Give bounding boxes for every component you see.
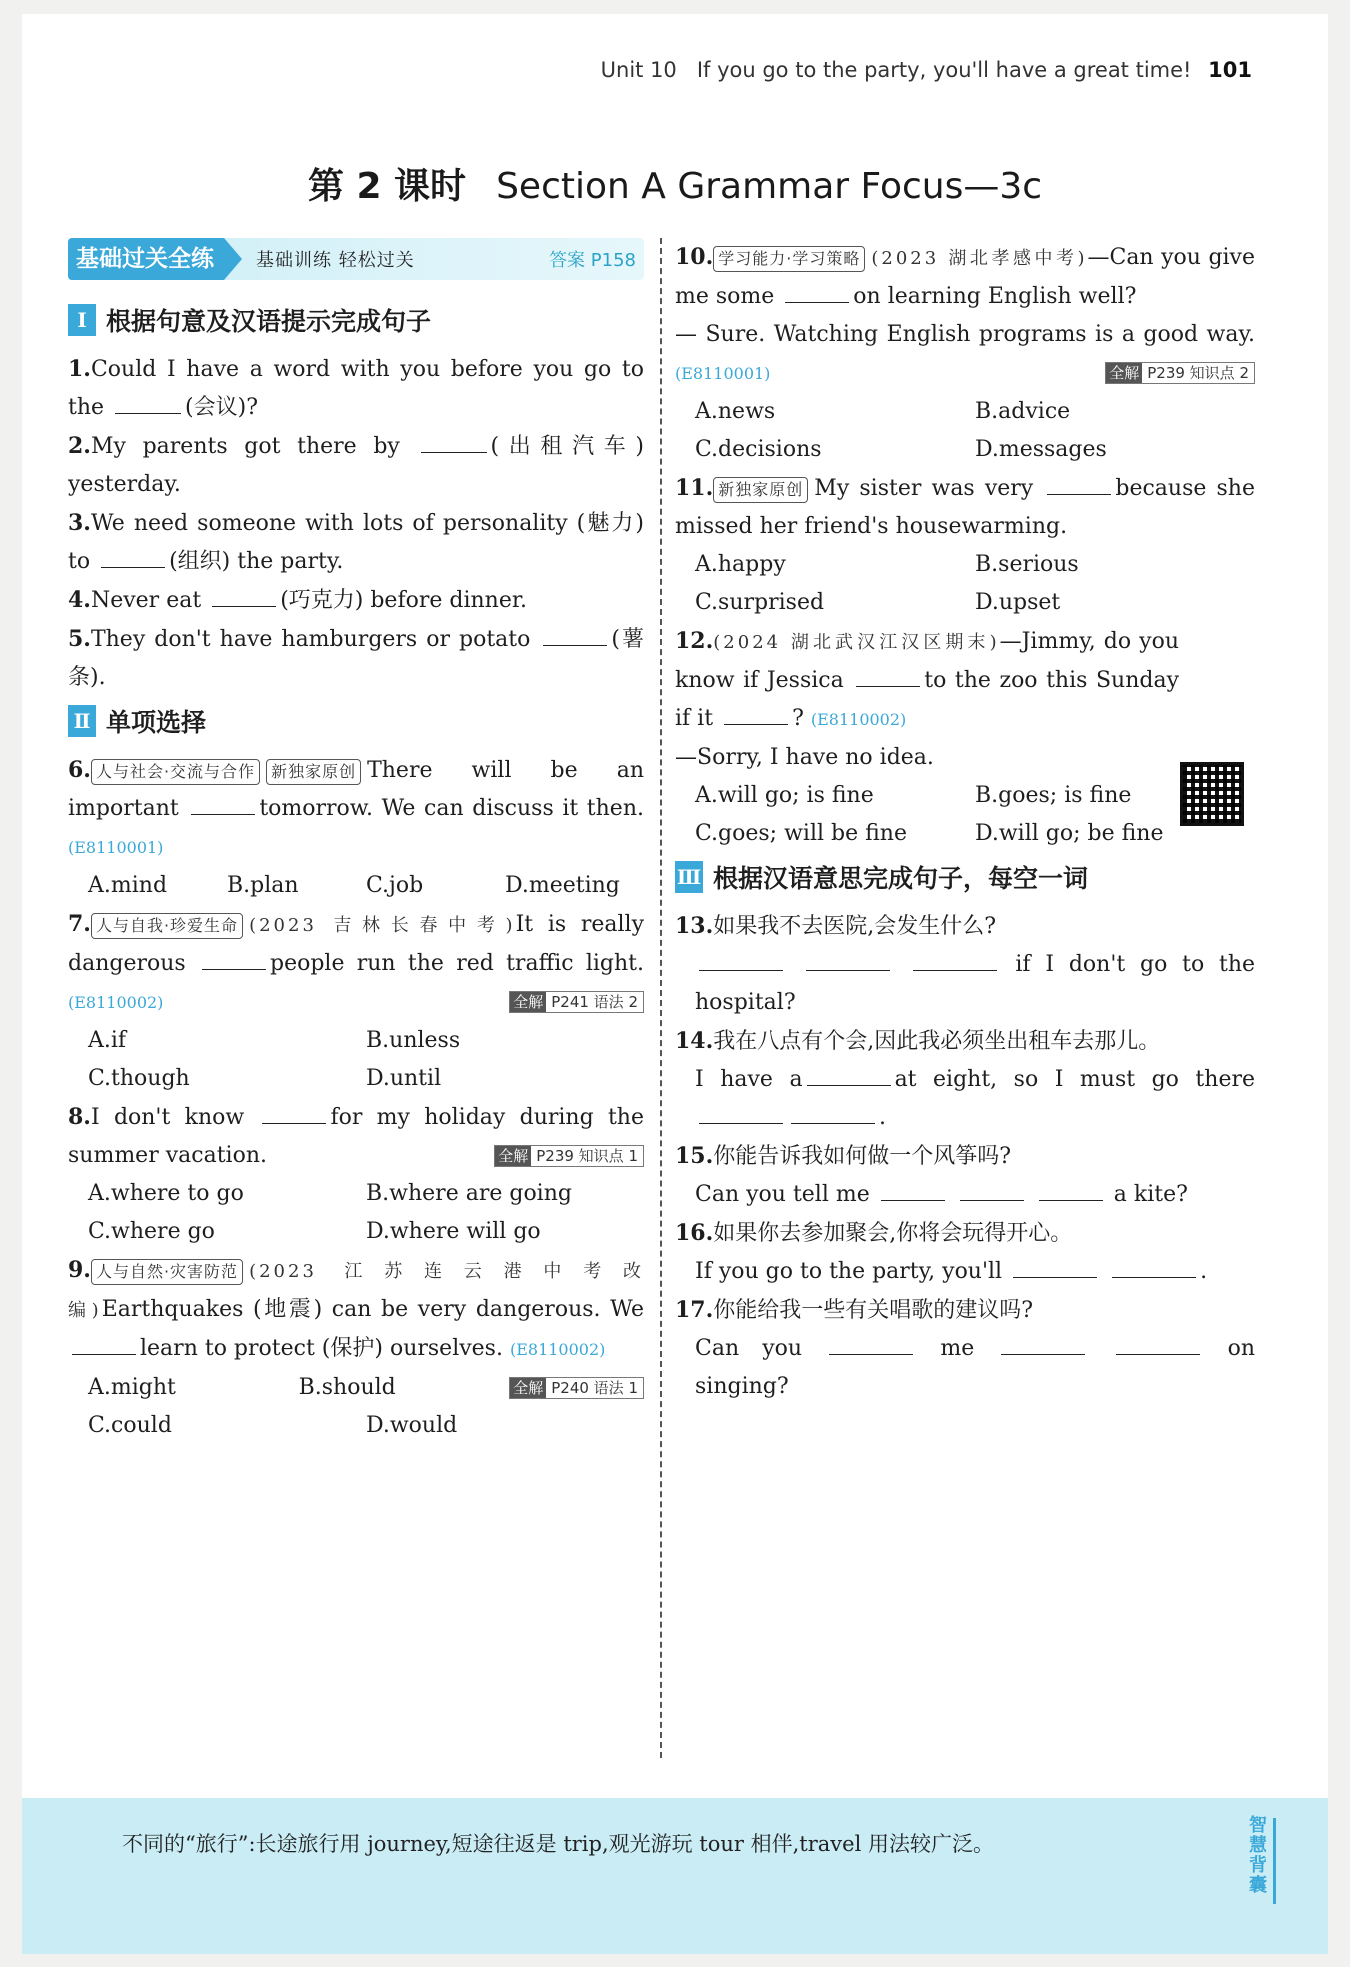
option[interactable]: B.unless — [366, 1028, 461, 1053]
left-column — [68, 238, 644, 1445]
options-9b — [68, 1407, 644, 1445]
question-10-reply: — Sure. Watching English programs is a good way. (E8110001) 全解 P239 知识点 2 — [675, 322, 1255, 383]
option[interactable]: C.where go — [88, 1219, 215, 1244]
answer-blank[interactable] — [856, 666, 920, 687]
question-2: 2.My parents got there by (出租汽车) yesterday. — [68, 433, 645, 497]
question-13: 13.如果我不去医院,会发生什么? — [675, 913, 997, 939]
answer-blank[interactable] — [1112, 1257, 1196, 1278]
options-7b — [68, 1060, 644, 1098]
question-8: 8.I don't know for my holiday during the summer vacation. 全解 P239 知识点 1 — [68, 1104, 644, 1168]
qr-code-icon[interactable] — [1180, 762, 1244, 826]
answer-blank[interactable] — [1001, 1334, 1085, 1355]
options-10 — [675, 393, 1255, 431]
section-title: 根据汉语意思完成句子，每空一词 — [713, 864, 1089, 893]
question-12: 12.(2024 湖北武汉江汉区期末)—Jimmy, do you know if Jessica to the zoo this Sunday if it ? (E8110002) — [675, 628, 1180, 731]
answer-blank[interactable] — [212, 586, 276, 607]
options-12b — [675, 815, 1255, 853]
option[interactable]: C.decisions — [695, 437, 822, 462]
options-7 — [68, 1022, 644, 1060]
section-numeral: Ⅱ — [68, 705, 96, 737]
question-15: 15.你能告诉我如何做一个风筝吗? — [675, 1143, 1012, 1169]
original-badge: 新独家原创 — [713, 477, 808, 503]
topic-badge: 人与自我·珍爱生命 — [91, 913, 243, 939]
question-13-answer: if I don't go to the hospital? — [695, 952, 1256, 1015]
options-12 — [675, 777, 1255, 815]
section-title: 单项选择 — [106, 708, 207, 737]
options-8 — [68, 1175, 644, 1213]
answer-blank[interactable] — [724, 704, 788, 725]
option[interactable]: C.goes; will be fine — [695, 821, 907, 846]
unit-subtitle: If you go to the party, you'll have a great time! — [696, 58, 1192, 82]
question-14: 14.我在八点有个会,因此我必须坐出租车去那儿。 — [675, 1028, 1161, 1054]
question-17: 17.你能给我一些有关唱歌的建议吗? — [675, 1297, 1034, 1323]
question-code: (E8110001) — [675, 364, 771, 383]
lesson-number: 第 2 课时 — [307, 166, 467, 207]
answer-blank[interactable] — [785, 282, 849, 303]
topic-badge: 人与社会·交流与合作 — [91, 759, 260, 785]
source-label: (2024 湖北武汉江汉区期末) — [713, 632, 1000, 653]
options-11b — [675, 584, 1255, 622]
question-6: 6. 人与社会·交流与合作 新独家原创 There will be an important tomorrow. We can discuss it then. (E8110001) — [68, 757, 644, 857]
section-name: Section A Grammar Focus—3c — [496, 166, 1043, 207]
answer-blank[interactable] — [262, 1103, 326, 1124]
question-11: 11. 新独家原创 My sister was very because she missed her friend's housewarming. — [675, 475, 1255, 539]
option[interactable]: A.news — [695, 399, 776, 424]
question-14-answer: I have a at eight, so I must go there . — [695, 1067, 1255, 1130]
options-10b — [675, 431, 1255, 469]
options-9 — [68, 1369, 509, 1407]
answer-blank[interactable] — [191, 794, 255, 815]
tip-text: 不同的“旅行”:长途旅行用 journey,短途往返是 trip,观光游玩 tour 相伴,travel 用法较广泛。 — [122, 1832, 994, 1856]
option[interactable]: D.until — [366, 1066, 442, 1091]
answer-blank[interactable] — [1047, 474, 1111, 495]
answer-blank[interactable] — [829, 1334, 913, 1355]
reference-tag: 全解 P239 知识点 1 — [494, 1145, 644, 1167]
answer-blank[interactable] — [421, 432, 487, 453]
tip-bar — [1273, 1818, 1276, 1904]
option[interactable]: B.should — [298, 1375, 396, 1400]
question-16: 16.如果你去参加聚会,你将会玩得开心。 — [675, 1220, 1073, 1246]
question-12-reply: —Sorry, I have no idea. — [675, 745, 934, 770]
topic-badge: 人与自然·灾害防范 — [91, 1259, 243, 1285]
option[interactable]: D.messages — [975, 437, 1107, 462]
lesson-title — [0, 158, 1350, 209]
option[interactable]: D.upset — [975, 590, 1061, 615]
right-column — [675, 238, 1255, 1406]
option[interactable]: D.where will go — [366, 1219, 541, 1244]
question-3: 3.We need someone with lots of personality (魅力) to (组织) the party. — [68, 510, 644, 574]
answer-blank[interactable] — [699, 1103, 783, 1124]
option[interactable]: A.if — [88, 1028, 127, 1053]
reference-tag: 全解 P241 语法 2 — [509, 991, 644, 1013]
option[interactable]: B.advice — [975, 399, 1071, 424]
question-10: 10. 学习能力·学习策略 (2023 湖北孝感中考)—Can you give me some on learning English well? — [675, 244, 1256, 309]
option[interactable]: A.will go; is fine — [695, 783, 874, 808]
source-label: (2023 湖北孝感中考) — [871, 248, 1088, 269]
options-11 — [675, 546, 1255, 584]
option[interactable]: A.happy — [695, 552, 786, 577]
practice-banner — [68, 238, 644, 280]
question-9: 9. 人与自然·灾害防范 (2023 江苏连云港中考改编)Earthquakes (地震) can be very dangerous. We learn to protect (保护) ourselves. (E8110002) 全解 P240 语法 1 — [68, 1257, 644, 1397]
answer-blank[interactable] — [101, 547, 165, 568]
option[interactable]: A.might — [88, 1375, 176, 1400]
section-title: 根据句意及汉语提示完成句子 — [106, 307, 432, 336]
options-6 — [68, 867, 644, 905]
answer-blank[interactable] — [699, 950, 783, 971]
answer-blank[interactable] — [806, 950, 890, 971]
option[interactable]: D.will go; be fine — [975, 821, 1164, 846]
tip-footer — [22, 1798, 1328, 1954]
option[interactable]: B.serious — [975, 552, 1079, 577]
section-heading-1 — [68, 302, 644, 338]
running-header — [600, 58, 1252, 82]
banner-tag: 基础过关全练 — [68, 238, 224, 280]
option[interactable]: C.surprised — [695, 590, 825, 615]
option[interactable]: B.plan — [227, 873, 299, 898]
option[interactable]: C.though — [88, 1066, 190, 1091]
answer-blank[interactable] — [807, 1065, 891, 1086]
option[interactable]: B.goes; is fine — [975, 783, 1132, 808]
banner-subtitle: 基础训练 轻松过关 — [256, 250, 415, 271]
source-label: (2023 江苏连云港中考改编) — [68, 1261, 644, 1321]
answer-blank[interactable] — [72, 1334, 136, 1355]
page-number: 101 — [1208, 58, 1252, 82]
question-7: 7. 人与自我·珍爱生命 (2023 吉林长春中考)It is really dangerous people run the red traffic light. (E8110002) 全解 P241 语法 2 — [68, 911, 645, 1012]
option[interactable]: A.mind — [88, 873, 168, 898]
question-code: (E8110001) — [68, 838, 164, 857]
section-numeral: Ⅰ — [68, 304, 96, 336]
question-16-answer: If you go to the party, you'll . — [695, 1259, 1208, 1284]
question-15-answer: Can you tell me a kite? — [695, 1182, 1188, 1207]
option[interactable]: C.could — [88, 1413, 172, 1438]
tip-label: 智慧背囊 — [1249, 1815, 1267, 1896]
topic-badge: 学习能力·学习策略 — [713, 246, 865, 272]
reference-tag: 全解 P240 语法 1 — [509, 1377, 644, 1399]
answer-blank[interactable] — [543, 625, 607, 646]
question-4: 4.Never eat (巧克力) before dinner. — [68, 587, 527, 613]
answer-reference: 答案 P158 — [549, 250, 636, 271]
answer-blank[interactable] — [960, 1180, 1024, 1201]
option[interactable]: B.where are going — [366, 1181, 572, 1206]
answer-blank[interactable] — [202, 949, 266, 970]
answer-blank[interactable] — [913, 950, 997, 971]
question-1: 1.Could I have a word with you before you go to the (会议)? — [68, 356, 644, 420]
option[interactable]: A.where to go — [88, 1181, 244, 1206]
source-label: (2023 吉林长春中考) — [249, 915, 516, 936]
answer-blank[interactable] — [1039, 1180, 1103, 1201]
question-code: (E8110002) — [810, 710, 907, 729]
answer-blank[interactable] — [1116, 1334, 1200, 1355]
answer-blank[interactable] — [881, 1180, 945, 1201]
original-badge: 新独家原创 — [266, 759, 361, 785]
question-code: (E8110002) — [509, 1340, 606, 1359]
column-divider — [660, 238, 662, 1758]
unit-label: Unit 10 — [600, 58, 677, 82]
reference-tag: 全解 P239 知识点 2 — [1105, 362, 1255, 384]
section-numeral: Ⅲ — [675, 861, 703, 893]
answer-blank[interactable] — [791, 1103, 875, 1124]
section-heading-2 — [68, 703, 644, 739]
options-8b — [68, 1213, 644, 1251]
answer-blank[interactable] — [115, 393, 181, 414]
option[interactable]: C.job — [366, 873, 424, 898]
question-5: 5.They don't have hamburgers or potato (薯条). — [68, 626, 644, 690]
option[interactable]: D.meeting — [505, 873, 620, 898]
question-code: (E8110002) — [68, 993, 164, 1012]
question-17-answer: Can you me on singing? — [695, 1336, 1256, 1399]
answer-blank[interactable] — [1013, 1257, 1097, 1278]
option[interactable]: D.would — [366, 1413, 458, 1438]
section-heading-3 — [675, 859, 1255, 895]
